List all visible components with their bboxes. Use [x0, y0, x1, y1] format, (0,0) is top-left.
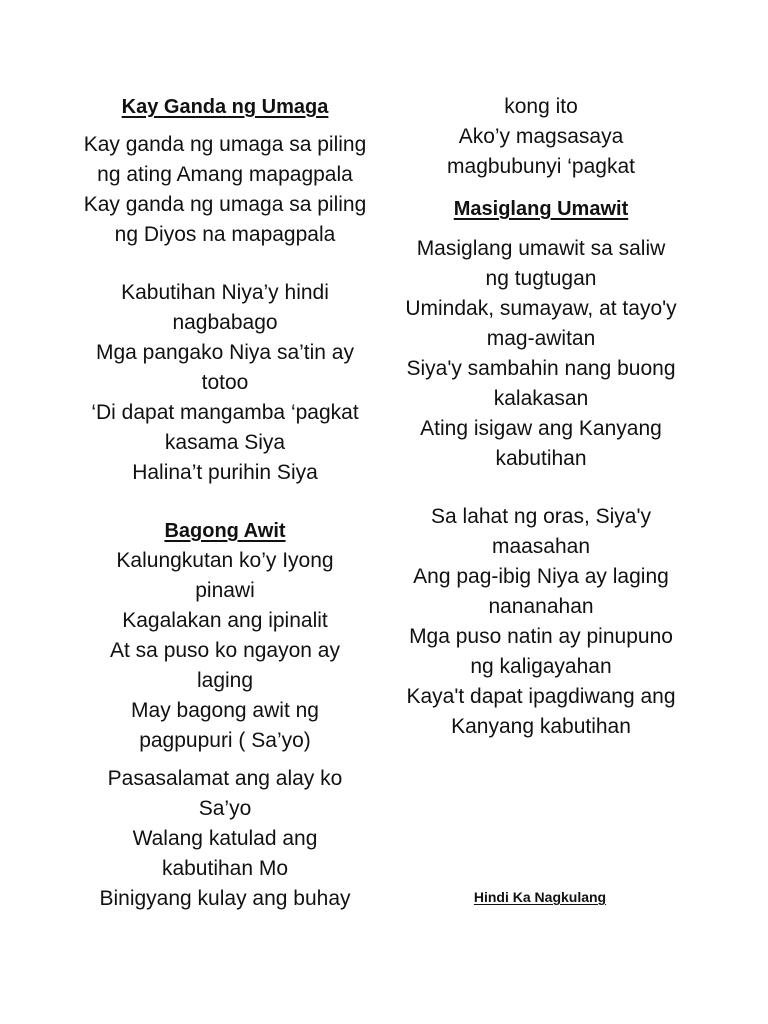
stanza-bagong-awit-1	[80, 546, 370, 756]
lyric-line: laging	[196, 669, 254, 692]
song-title-bagong-awit: Bagong Awit	[164, 520, 286, 542]
lyric-line: mag-awitan	[486, 327, 596, 350]
lyric-line: Kay ganda ng umaga sa piling	[83, 133, 367, 156]
lyric-line: totoo	[201, 371, 249, 394]
lyric-line: Sa lahat ng oras, Siya'y	[431, 505, 651, 528]
lyric-line: Ang pag-ibig Niya ay laging	[413, 565, 669, 588]
lyric-line: Kagalakan ang ipinalit	[122, 609, 328, 632]
lyric-line: Walang katulad ang	[132, 827, 318, 850]
lyric-line: Siya'y sambahin nang buong	[406, 357, 676, 380]
lyric-line: maasahan	[491, 535, 591, 558]
section-gap	[396, 182, 686, 194]
lyric-line: Mga puso natin ay pinupuno	[409, 625, 673, 648]
stanza-bagong-awit-2	[80, 764, 370, 914]
lyric-line: May bagong awit ng	[131, 699, 319, 722]
lyric-line: kong ito	[504, 95, 578, 118]
lyric-line: kalakasan	[493, 387, 589, 410]
song-title-masiglang-umawit: Masiglang Umawit	[453, 198, 629, 220]
title-spacer	[396, 224, 686, 234]
lyric-line: kasama Siya	[164, 431, 286, 454]
title-spacer	[80, 122, 370, 130]
lyric-line: Ating isigaw ang Kanyang	[420, 417, 662, 440]
lyric-line: ng tugtugan	[485, 267, 597, 290]
lyric-line: pagpupuri ( Sa’yo)	[139, 729, 311, 752]
stanza-gap	[80, 250, 370, 278]
stanza-continuation	[396, 92, 686, 182]
right-column	[396, 92, 686, 742]
song-title-kay-ganda: Kay Ganda ng Umaga	[121, 96, 329, 118]
stanza-masiglang-2	[396, 502, 686, 742]
lyric-line: Halina’t purihin Siya	[132, 461, 318, 484]
lyric-line: kabutihan	[495, 447, 587, 470]
lyric-line: kabutihan Mo	[161, 857, 289, 880]
stanza-kay-ganda-1	[80, 130, 370, 250]
stanza-gap	[396, 474, 686, 502]
lyric-line: Kalungkutan ko’y Iyong	[116, 549, 334, 572]
lyric-line: Masiglang umawit sa saliw	[416, 237, 666, 260]
lyric-line: pinawi	[195, 579, 255, 602]
song-title-hindi-ka-nagkulang: Hindi Ka Nagkulang	[473, 889, 607, 905]
lyric-line: Kanyang kabutihan	[451, 715, 631, 738]
lyric-line: ng Diyos na mapagpala	[114, 223, 336, 246]
lyric-line: Umindak, sumayaw, at tayo'y	[405, 297, 677, 320]
lyric-line: Pasasalamat ang alay ko	[107, 767, 343, 790]
lyric-line: ng ating Amang mapagpala	[97, 163, 353, 186]
stanza-masiglang-1	[396, 234, 686, 474]
lyric-line: Sa’yo	[198, 797, 252, 820]
lyric-line: ‘Di dapat mangamba ‘pagkat	[91, 401, 359, 424]
lyric-line: nananahan	[488, 595, 594, 618]
section-gap	[80, 488, 370, 516]
lyric-line: Ako’y magsasaya	[458, 125, 624, 148]
left-column	[80, 92, 370, 914]
lyric-line: Kay ganda ng umaga sa piling	[83, 193, 367, 216]
lyric-line: At sa puso ko ngayon ay	[110, 639, 340, 662]
lyric-line: Kaya't dapat ipagdiwang ang	[406, 685, 676, 708]
lyric-line: Kabutihan Niya’y hindi	[121, 281, 329, 304]
lyric-line: Mga pangako Niya sa’tin ay	[96, 341, 354, 364]
lyric-line: magbubunyi ‘pagkat	[447, 155, 635, 178]
stanza-gap	[80, 756, 370, 764]
lyric-line: ng kaligayahan	[470, 655, 612, 678]
lyric-line: Binigyang kulay ang buhay	[99, 887, 351, 910]
lyric-line: nagbabago	[172, 311, 278, 334]
stanza-kay-ganda-2	[80, 278, 370, 488]
